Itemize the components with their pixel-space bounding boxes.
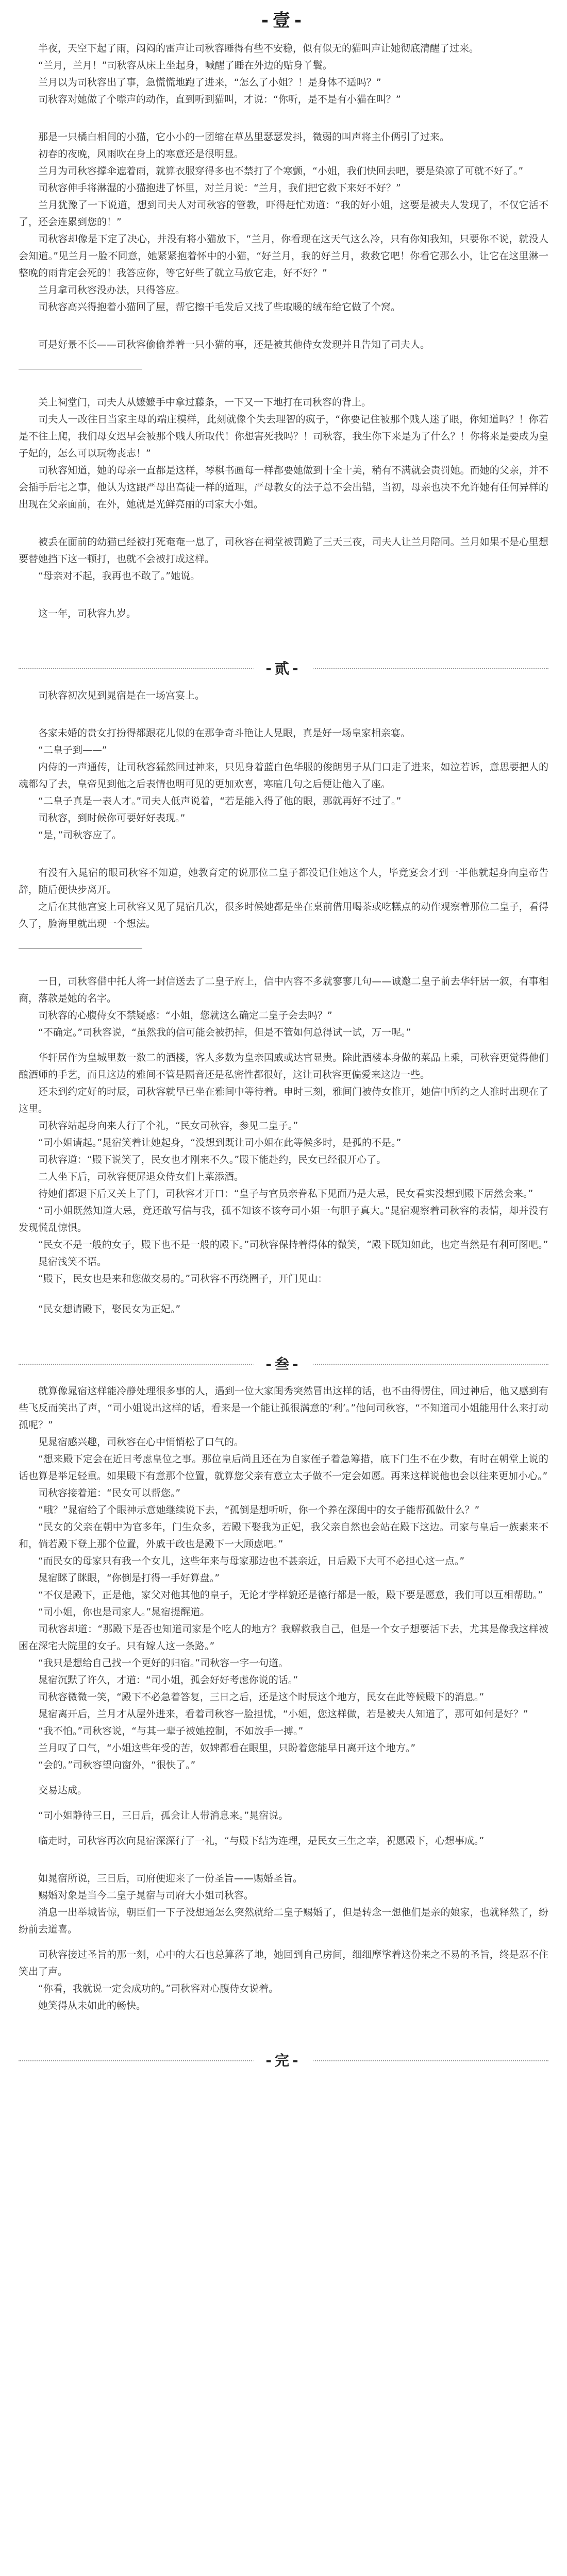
paragraph: 关上祠堂门，司夫人从嬷嬷手中拿过藤条，一下又一下地打在司秋容的背上。: [38, 397, 372, 409]
section-three: [19, 1354, 548, 2014]
paragraph: “民女不是一般的女子，殿下也不是一般的殿下。”司秋容保持着得体的微笑，“殿下既知如此，也定当然是有利可图吧。”: [38, 1239, 548, 1251]
paragraph: “司小姐请起。”晁宿笑着让她起身，“没想到既让司小姐在此等候多时，是孤的不是。”: [38, 1137, 402, 1149]
paragraph: “司小姐静待三日，三日后，孤会让人带消息来。”晁宿说。: [38, 1810, 289, 1822]
paragraph: 那是一只橘白相间的小猫，它小小的一团缩在草丛里瑟瑟发抖，微弱的叫声将主仆俩引了过来。: [38, 131, 450, 143]
section-heading-second: -贰-: [253, 658, 313, 679]
paragraph: “殿下，民女也是来和您做交易的。”司秋容不再绕圈子，开门见山：: [38, 1273, 328, 1285]
paragraph: 司秋容站起身向来人行了个礼，“民女司秋容，参见二皇子。”: [38, 1120, 298, 1132]
section-heading-third-divider: [19, 1354, 548, 1375]
paragraph: 司秋容接过圣旨的那一刻，心中的大石也总算落了地，她回到自己房间，细细摩挲着这份来之不易的圣旨，终是忍不住笑出了声。: [19, 1949, 548, 1978]
paragraph: 交易达成。: [38, 1785, 88, 1797]
paragraph: 晁宿沉默了许久，才道：“司小姐，孤会好好考虑你说的话。”: [38, 1674, 298, 1686]
paragraph: “二皇子真是一表人才。”司夫人低声说着，“若是能入得了他的眼，那就再好不过了。”: [38, 795, 402, 807]
paragraph: “不确定。”司秋容说，“虽然我的信可能会被扔掉，但是不管如何总得试一试，万一呢。”: [38, 1027, 411, 1039]
paragraph: 司秋容却像是下定了决心，并没有将小猫放下，“兰月，你看现在这天气这么冷，只有你知我知，只要你不说，就没人会知道。”见兰月一脸不同意，她紧紧抱着怀中的小猫，“好兰月，我的好兰月，救救它吧！你看它那么小，让它在这里淋一整晚的雨肯定会死的！我答应你，等它好些了就立马放它走，好不好？”: [19, 233, 548, 279]
paragraph: “我只是想给自己找一个更好的归宿。”司秋容一字一句道。: [38, 1657, 289, 1669]
paragraph: 兰月拿司秋容没办法，只得答应。: [38, 284, 186, 296]
section-heading-first: -壹-: [261, 10, 306, 31]
paragraph: 就算像晁宿这样能冷静处理很多事的人，遇到一位大家闺秀突然冒出这样的话，也不由得愣住，回过神后，他又感到有些飞反而笑出了声，“司小姐说出这样的话，看来是一个能让孤很满意的‘利’。”他问司秋容，“不知道司小姐能用什么来打动孤呢？”: [19, 1385, 548, 1431]
paragraph: “而民女的母家只有我一个女儿，这些年来与母家那边也不甚亲近，日后殿下大可不必担心这一点。”: [38, 1555, 465, 1567]
section-heading-third: -叁-: [253, 1354, 313, 1375]
section-heading-second-divider: [19, 658, 548, 679]
paragraph: “司小姐既然知道大忌，竟还敢写信与我，孤不知该不该夸司小姐一句胆子真大。”晁宿观察着司秋容的表情，却并没有发现慌乱惊惧。: [19, 1205, 548, 1234]
paragraph: 半夜，天空下起了雨，闷闷的雷声让司秋容睡得有些不安稳，似有似无的猫叫声让她彻底清醒了过来。: [38, 43, 479, 55]
letter-quote: “民女想请殿下，娶民女为正妃。”: [38, 1303, 181, 1315]
paragraph: 被丢在面前的幼猫已经被打死奄奄一息了，司秋容在祠堂被罚跪了三天三夜，司夫人让兰月陪同。兰月如果不是心里想要替她挡下这一顿打，也就不会被打成这样。: [19, 536, 548, 565]
paragraph: 司夫人一改往日当家主母的端庄模样，此刻就像个失去理智的疯子，“你要记住被那个贱人迷了眼，你知道吗？！你若是不往上爬，我们母女迟早会被那个贱人所取代！你想害死我吗？！司秋容，我生你下来是为了什么？！你将来是要成为皇子妃的，怎么可以玩物丧志！”: [19, 414, 548, 460]
section-two: [19, 658, 548, 1318]
paragraph: “想来殿下定会在近日考虑皇位之事。那位皇后尚且还在为自家侄子着急筹措，底下门生不在少数，有时在朝堂上说的话也算是举足轻重。如果殿下有意那个位置，就算您父亲有意立太子做不一定会如愿。再来这样说他也会以往来更加小心。”: [19, 1453, 548, 1482]
paragraph: “不仅是殿下，正是他，家父对他其他的皇子，无论才学样貌还是德行都是一般，殿下要是愿意，我们可以互相帮助。”: [38, 1589, 543, 1601]
paragraph: 临走时，司秋容再次向晁宿深深行了一礼，“与殿下结为连理，是民女三生之幸，祝愿殿下，心想事成。”: [38, 1835, 485, 1847]
paragraph: 晁宿离开后，兰月才从屋外进来，看着司秋容一脸担忧，“小姐，您这样做，若是被夫人知道了，那可如何是好？”: [38, 1708, 528, 1720]
paragraph: 她笑得从未如此的畅快。: [38, 2000, 146, 2012]
paragraph: 司秋容道：“殿下说笑了，民女也才刚来不久。”殿下能赴约，民女已经很开心了。: [38, 1154, 387, 1166]
paragraph: 有没有入晁宿的眼司秋容不知道，她教育定的说那位二皇子都没记住她这个人，毕竟宴会才到一半他就起身向皇帝告辞，随后便快步离开。: [19, 867, 548, 896]
paragraph: “哦？”晁宿给了个眼神示意她继续说下去，“孤倒是想听听，你一个养在深闺中的女子能帮孤做什么？”: [38, 1504, 480, 1516]
paragraph: 之后在其他宫宴上司秋容又见了晁宿几次，很多时候她都是坐在桌前借用喝茶或吃糕点的动作观察着那位二皇子，看得久了，脸海里就出现一个想法。: [19, 901, 548, 930]
paragraph: 这一年，司秋容九岁。: [38, 608, 137, 620]
paragraph: 消息一出举城皆惊，朝臣们一下子没想通怎么突然就给二皇子赐婚了，但是转念一想他们是亲的娘家，也就释然了，纷纷前去道喜。: [19, 1907, 548, 1936]
paragraph: “兰月，兰月！”司秋容从床上坐起身，喊醒了睡在外边的贴身丫鬟。: [38, 60, 332, 72]
paragraph: 赐婚对象是当今二皇子晁宿与司府大小姐司秋容。: [38, 1890, 254, 1902]
paragraph: “民女的父亲在朝中为官多年，门生众多，若殿下娶我为正妃，我父亲自然也会站在殿下这边。司家与皇后一族素来不和，倘若殿下登上那个位置，外戚干政也是殿下一大顾虑吧。”: [19, 1521, 548, 1550]
paragraph: 如晁宿所说，三日后，司府便迎来了一份圣旨——赐婚圣旨。: [38, 1873, 303, 1885]
paragraph: 司秋容伸手将淋湿的小猫抱进了怀里，对兰月说：“兰月，我们把它救下来好不好？”: [38, 182, 401, 194]
paragraph: 还未到约定好的时辰，司秋容就早已坐在雅间中等待着。申时三刻，雅间门被侍女推开，她信中所约之人准时出现在了这里。: [19, 1086, 548, 1115]
paragraph: 各家未婚的贵女打扮得都跟花儿似的在那争奇斗艳让人晃眼，真是好一场皇家相亲宴。: [38, 727, 411, 739]
paragraph: 司秋容初次见到晁宿是在一场宫宴上。: [38, 690, 205, 702]
paragraph: 内侍的一声通传，让司秋容猛然回过神来，只见身着蓝白色华服的俊朗男子从门口走了进来，如泣若诉，意思要把人的魂都勾了去，皇帝见到他之后表情也明可见的更加欢喜，寒暄几句之后便让他入了座。: [19, 761, 548, 790]
paragraph: 司秋容的心腹侍女不禁疑惑：“小姐，您就这么确定二皇子会去吗？”: [38, 1010, 332, 1022]
paragraph: 兰月以为司秋容出了事，急慌慌地跑了进来，“怎么了小姐？！是身体不适吗？”: [38, 77, 381, 89]
paragraph: 一日，司秋容借中托人将一封信送去了二皇子府上，信中内容不多就寥寥几句——诚邀二皇子前去华轩居一叙，有事相商，落款是她的名字。: [19, 976, 548, 1005]
paragraph: “我不怕。”司秋容说，“与其一辈子被她控制，不如放手一搏。”: [38, 1725, 304, 1737]
paragraph: 司秋容高兴得抱着小猫回了屋，帮它擦干毛发后又找了些取暖的绒布给它做了个窝。: [38, 301, 401, 313]
paragraph: 司秋容微微一笑，“殿下不必急着答复，三日之后，还是这个时辰这个地方，民女在此等候殿下的消息。”: [38, 1691, 485, 1703]
paragraph: 晁宿浅笑不语。: [38, 1256, 107, 1268]
paragraph: 司秋容对她做了个噤声的动作，直到听到猫叫，才说：“你听，是不是有小猫在叫？”: [38, 94, 401, 106]
paragraph: 晁宿眯了眯眼，“你倒是打得一手好算盘。”: [38, 1572, 220, 1584]
paragraph: 兰月叹了口气，“小姐这些年受的苦，奴婢都看在眼里，只盼着您能早日离开这个地方。”: [38, 1742, 416, 1754]
section-one: [19, 9, 548, 622]
paragraph: 二人坐下后，司秋容便屏退众侍女们上菜添酒。: [38, 1171, 244, 1183]
paragraph: 兰月为司秋容撑伞遮着雨，就算衣服穿得多也不禁打了个寒颤，“小姐，我们快回去吧，要是染凉了可就不好了。”: [38, 165, 524, 177]
paragraph: 司秋容接着道：“民女可以帮您。”: [38, 1487, 181, 1499]
paragraph: 待她们都退下后又关上了门，司秋容才开口：“皇子与官员亲眷私下见面乃是大忌，民女看实没想到殿下居然会来。”: [38, 1188, 533, 1200]
section-heading-end: -完-: [253, 2050, 313, 2071]
paragraph: 华轩居作为皇城里数一数二的酒楼，客人多数为皇亲国戚或达官显贵。除此酒楼本身做的菜品上乘，司秋容更觉得他们酿酒师的手艺，而且这边的雅间不管是隔音还是私密性都很好，这让司秋容更偏爱来这边一些。: [19, 1052, 548, 1081]
paragraph: 司秋容知道，她的母亲一直都是这样，琴棋书画每一样都要她做到十全十美，稍有不满就会责罚她。而她的父亲，并不会插手后宅之事，他认为这跟严母出高徒一样的道理，严母教女的法子总不会出错，当初，母亲也决不允许她有任何异样的出现在父亲面前，在外，她就是光鲜亮丽的司家大小姐。: [19, 465, 548, 511]
paragraph: “你看，我就说一定会成功的。”司秋容对心腹侍女说着。: [38, 1983, 279, 1995]
section-heading-end-divider: [19, 2050, 548, 2071]
paragraph: 司秋容，到时候你可要好好表现。”: [38, 812, 186, 824]
paragraph: “是，”司秋容应了。: [38, 829, 122, 841]
paragraph: “母亲对不起，我再也不敢了。”她说。: [38, 570, 201, 582]
paragraph: 见晁宿感兴趣，司秋容在心中悄悄松了口气的。: [38, 1436, 244, 1448]
paragraph: “会的。”司秋容望向窗外，“很快了。”: [38, 1759, 196, 1771]
paragraph: “司小姐，你也是司家人。”晁宿提醒道。: [38, 1606, 210, 1618]
paragraph: 可是好景不长——司秋容偷偷养着一只小猫的事，还是被其他侍女发现并且告知了司夫人。: [38, 339, 430, 351]
paragraph: “二皇子到——”: [38, 744, 107, 756]
paragraph: 兰月犹豫了一下说道，想到司夫人对司秋容的管教，吓得赶忙劝道：“我的好小姐，这要是被夫人发现了，不仅它活不了，还会连累到您的！”: [19, 199, 548, 228]
paragraph: 司秋容却道：“那殿下是否也知道司家是个吃人的地方？我解救我自己，但是一个女子想要活下去，尤其是像我这样被困在深宅大院里的女子。只有嫁人这一条路。”: [19, 1623, 548, 1652]
paragraph: 初春的夜晚，风雨吹在身上的寒意还是很明显。: [38, 148, 244, 160]
